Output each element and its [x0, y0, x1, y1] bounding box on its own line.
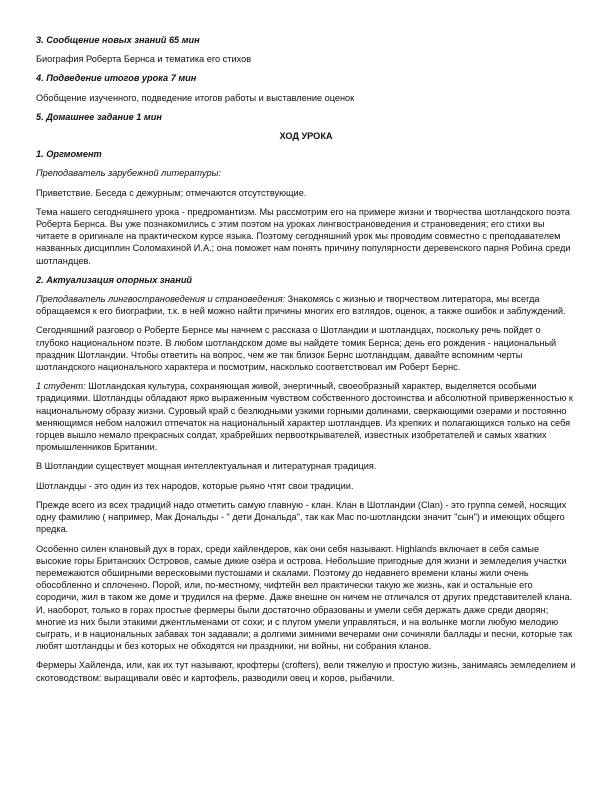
lesson-course-title: ХОД УРОКА: [279, 131, 333, 142]
teacher-ling-paragraph: [36, 293, 576, 317]
teacher-ling-label: Преподаватель лингвострановедения и страноведения:: [36, 294, 286, 305]
teacher-lit-label: Преподаватель зарубежной литературы:: [36, 168, 221, 179]
student1-text: Шотландская культура, сохраняющая живой, энергичный, своеобразный характер, выделяется особыми традициями. Шотландцы обладают ярко выраженным чувством собственного достоинства и абсолютной приверженностью к национальному образу жизни. Суровый край с безлюдными узкими горными долинами, сверкающими озерами и постоянно меняющимся небом наложил отпечаток на национальный характер шотландцев. Из крепких и полагающихся только на себя горцев вышло немало прекрасных солдат, храбрейших первооткрывателей, известных изобретателей и самых хватких промышленников Британии.: [36, 381, 573, 453]
student1-label: 1 студент:: [36, 381, 86, 392]
section1-heading: 1. Оргмомент: [36, 149, 102, 160]
item5-heading: 5. Домашнее задание 1 мин: [36, 111, 162, 122]
item3-text: Биография Роберта Бернса и тематика его стихов: [36, 54, 252, 65]
section2-heading: 2. Актуализация опорных знаний: [36, 274, 193, 285]
item4-heading: 4. Подведение итогов урока 7 мин: [36, 73, 197, 84]
intellectual-tradition-text: В Шотландии существует мощная интеллектуальная и литературная традиция.: [36, 461, 377, 472]
item4-text: Обобщение изученного, подведение итогов работы и выставление оценок: [36, 92, 355, 103]
highlands-paragraph: Особенно силен клановый дух в горах, среди хайлендеров, как они себя называют. Highlands включает в себя самые высокие горы Британских Островов, самые дикие озёра и острова. Небольшие пригодные для жизни и земледелия участки перемежаются обширными вересковыми пустошами и скалами. Поэтому до недавнего времени кланы жили очень обособленно и сплоченно. Порой, или, по-местному, чифтейн вел практически такую же жизнь, как и остальные его сородичи, жил в таком же доме и трудился на ферме. Даже внешне он ничем не отличался от других представителей клана. И, наоборот, только в горах простые фермеры были достаточно образованы и умели себя держать даже среди дворян; многие из них были этакими джентльменами от сохи; и с плугом умели управляться, и на волынке могли любую мелодию сыграть, и в национальных забавах тон задавали; а долгими зимними вечерами они сочиняли баллады и песни, которые так любят шотландцы и без которых не обходятся ни праздники, ни войны, ни собрания кланов.: [36, 543, 573, 652]
clan-paragraph: Прежде всего из всех традиций надо отметить самую главную - клан. Клан в Шотландии (Clan) - это группа семей, носящих одну фамилию ( например, Мак Дональды - " дети Дональда", так как Mac по-шотландски значит "сын") и имеющих общего предка.: [36, 499, 567, 535]
conversation-paragraph: Сегодняшний разговор о Роберте Бернсе мы начнем с рассказа о Шотландии и шотландцах, поскольку речь пойдет о глубоко национальном поэте. В любом шотландском доме вы найдете томик Бернса; день его рождения - национальный праздник Шотландии. Чтобы ответить на вопрос, чем же так близок Бернс шотландцам, давайте вспомним черты шотландского национального характера и посмотрим, насколько соответствовал им Роберт Бернс.: [36, 325, 557, 373]
intro-paragraph: Тема нашего сегодняшнего урока - предромантизм. Мы рассмотрим его на примере жизни и творчества шотландского поэта Роберта Бернса. Вы уже познакомились с этим поэтом на уроках лингвострановедения и страноведения; его стихи вы читаете в оригинале на практическом курсе языка. Поэтому сегодняшний урок мы проводим совместно с преподавателем названных дисциплин Соломахиной И.А.; она поможет нам понять причину популярности деревенского парня Робина среди шотландцев.: [36, 206, 571, 266]
document-page: [36, 34, 576, 691]
item3-heading: 3. Сообщение новых знаний 65 мин: [36, 35, 200, 45]
student1-paragraph: [36, 380, 576, 453]
teacher-ling-text: Знакомясь с жизнью и творчеством литератора, мы всегда обращаемся к его биографии, т.к. в ней можно найти причины многих его взглядов, оценок, а также ошибок и заблуждений.: [36, 294, 566, 317]
traditions-people-text: Шотландцы - это один из тех народов, которые рьяно чтят свои традиции.: [36, 480, 354, 491]
greeting-text: Приветствие. Беседа с дежурным; отмечаются отсутствующие.: [36, 187, 307, 198]
farmers-paragraph: Фермеры Хайленда, или, как их тут называют, крофтеры (crofters), вели тяжелую и простую жизнь, занимаясь земледелием и скотоводством: выращивали овёс и картофель, разводили овец и коров, рыбачили.: [36, 660, 576, 683]
